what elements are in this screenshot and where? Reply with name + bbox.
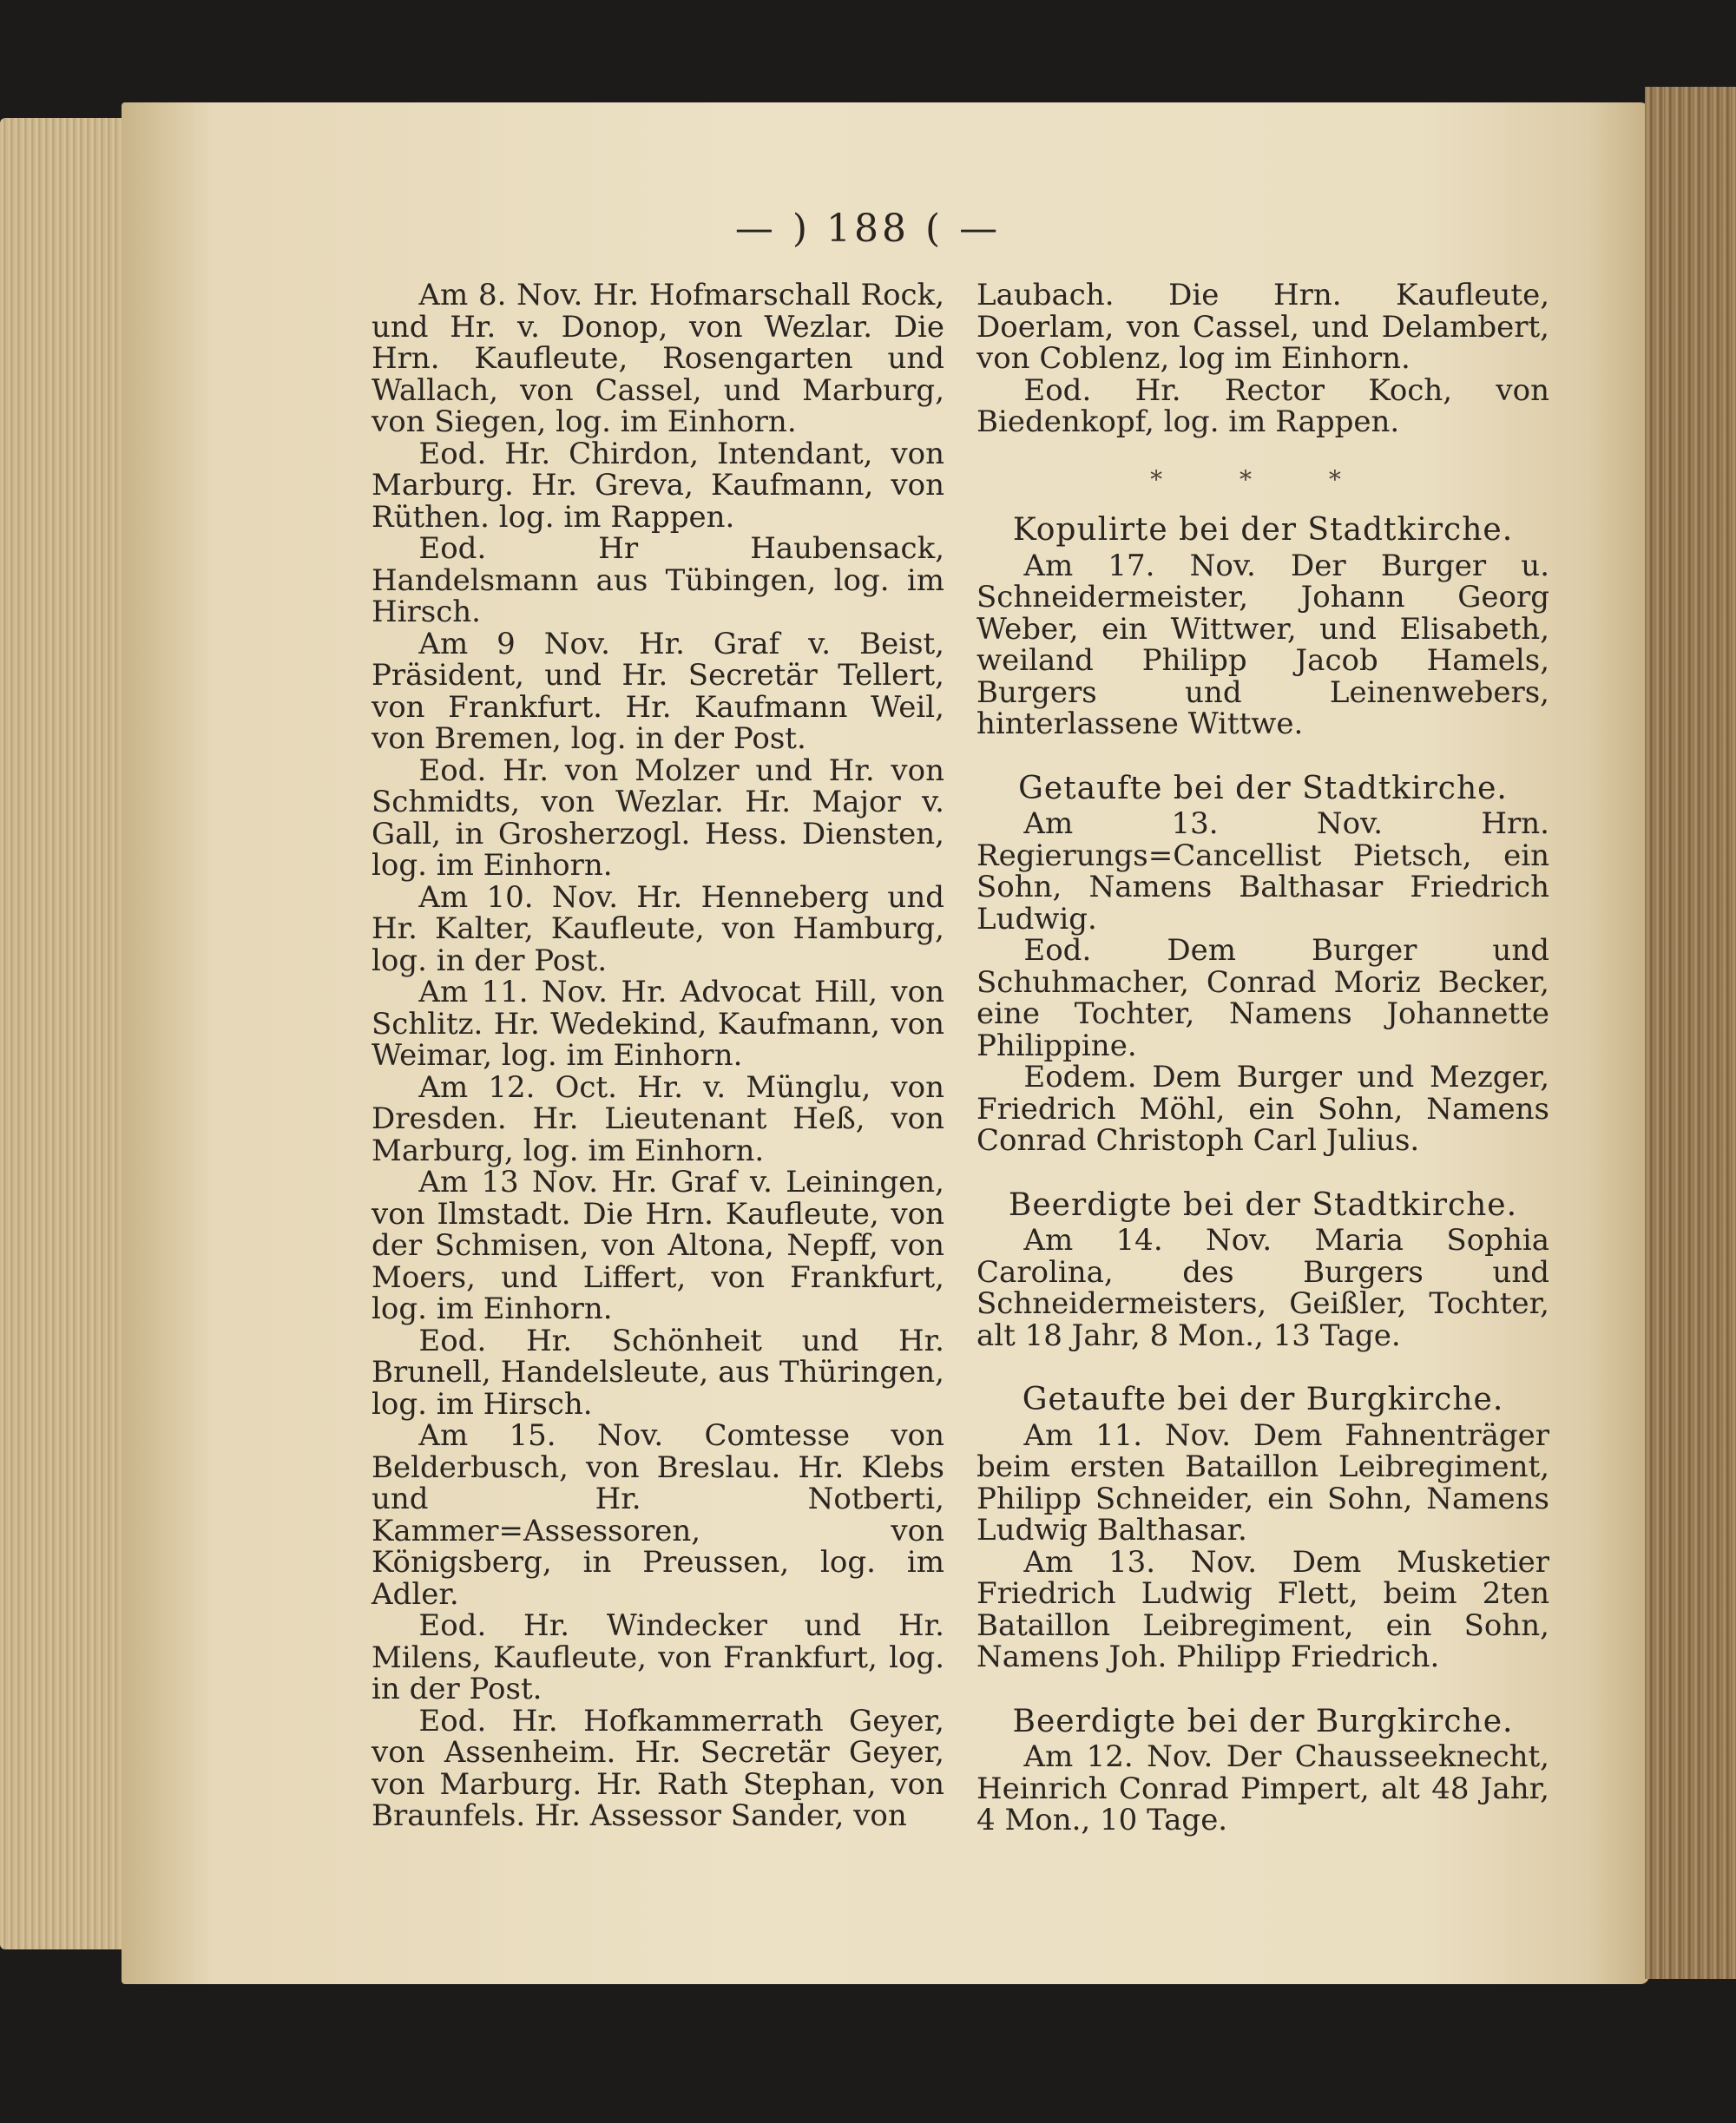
paragraph: Am 12. Oct. Hr. v. Münglu, von Dresden. Hr. Lieutenant Heß, von Marburg, log. im Einhorn. bbox=[372, 1069, 944, 1168]
entry: Am 14. Nov. Maria Sophia Carolina, des Burgers und Schneidermeisters, Geißler, Tochter, alt 18 Jahr, 8 Mon., 13 Tage. bbox=[976, 1223, 1549, 1353]
separator-stars: * * * bbox=[1150, 464, 1376, 494]
paragraph: Eod. Hr. von Molzer und Hr. von Schmidts, von Wezlar. Hr. Major v. Gall, in Grosherzogl. Hess. Diensten, log. im Einhorn. bbox=[372, 753, 944, 883]
entry: Am 13. Nov. Dem Musketier Friedrich Ludwig Flett, beim 2ten Bataillon Leibregiment, ein Sohn, Namens Joh. Philipp Friedrich. bbox=[976, 1544, 1549, 1674]
left-column bbox=[372, 279, 944, 1832]
page-header: — ) 188 ( — bbox=[734, 207, 1002, 251]
paragraph: Am 8. Nov. Hr. Hofmarschall Rock, und Hr. v. Donop, von Wezlar. Die Hrn. Kaufleute, Rosengarten und Wallach, von Cassel, und Marburg, von Siegen, log. im Einhorn. bbox=[372, 278, 944, 439]
paragraph: Am 11. Nov. Hr. Advocat Hill, von Schlitz. Hr. Wedekind, Kaufmann, von Weimar, log. im Einhorn. bbox=[372, 975, 944, 1073]
section-title: Beerdigte bei der Stadtkirche. bbox=[1008, 1186, 1518, 1223]
right-column bbox=[976, 279, 1549, 1837]
paragraph: Eod. Hr. Hofkammerrath Geyer, von Assenheim. Hr. Secretär Geyer, von Marburg. Hr. Rath Stephan, von Braunfels. Hr. Assessor Sander, von bbox=[372, 1703, 944, 1833]
section-title: Beerdigte bei der Burgkirche. bbox=[1012, 1703, 1514, 1739]
paragraph: Am 9 Nov. Hr. Graf v. Beist, Präsident, und Hr. Secretär Tellert, von Frankfurt. Hr. Kaufmann Weil, von Bremen, log. in der Post. bbox=[372, 626, 944, 756]
paragraph: Eod. Hr. Rector Koch, von Biedenkopf, log. im Rappen. bbox=[976, 372, 1549, 439]
entry: Am 17. Nov. Der Burger u. Schneidermeister, Johann Georg Weber, ein Wittwer, und Elisabeth, weiland Philipp Jacob Hamels, Burgers und Leinenwebers, hinterlassene Wittwe. bbox=[976, 548, 1549, 741]
paragraph: Eod. Hr Haubensack, Handelsmann aus Tübingen, log. im Hirsch. bbox=[372, 531, 944, 629]
entry: Eodem. Dem Burger und Mezger, Friedrich Möhl, ein Sohn, Namens Conrad Christoph Carl Julius. bbox=[976, 1060, 1549, 1158]
entry: Am 12. Nov. Der Chausseeknecht, Heinrich Conrad Pimpert, alt 48 Jahr, 4 Mon., 10 Tage. bbox=[976, 1739, 1549, 1837]
paragraph: Am 13 Nov. Hr. Graf v. Leiningen, von Ilmstadt. Die Hrn. Kaufleute, von der Schmisen, von Altona, Nepff, von Moers, und Liffert, von Frankfurt, log. im Einhorn. bbox=[372, 1165, 944, 1326]
paragraph: Am 10. Nov. Hr. Henneberg und Hr. Kalter, Kaufleute, von Hamburg, log. in der Post. bbox=[372, 879, 944, 978]
entry: Eod. Dem Burger und Schuhmacher, Conrad Moriz Becker, eine Tochter, Namens Johannette Philippine. bbox=[976, 933, 1549, 1063]
section-title: Kopulirte bei der Stadtkirche. bbox=[1012, 512, 1514, 548]
entry: Am 13. Nov. Hrn. Regierungs=Cancellist Pietsch, ein Sohn, Namens Balthasar Friedrich Ludwig. bbox=[976, 806, 1549, 937]
entry: Am 11. Nov. Dem Fahnenträger beim ersten Bataillon Leibregiment, Philipp Schneider, ein Sohn, Namens Ludwig Balthasar. bbox=[976, 1417, 1549, 1548]
paragraph: Eod. Hr. Schönheit und Hr. Brunell, Handelsleute, aus Thüringen, log. im Hirsch. bbox=[372, 1323, 944, 1422]
section-title: Getaufte bei der Stadtkirche. bbox=[1018, 770, 1508, 806]
book-block-edge bbox=[0, 118, 139, 1949]
paragraph: Eod. Hr. Windecker und Hr. Milens, Kaufleute, von Frankfurt, log. in der Post. bbox=[372, 1608, 944, 1706]
paragraph: Am 15. Nov. Comtesse von Belderbusch, von Breslau. Hr. Klebs und Hr. Notberti, Kammer=Assessoren, von Königsberg, in Preussen, log. im Adler. bbox=[372, 1418, 944, 1612]
page-edge-right bbox=[1645, 87, 1736, 1979]
paragraph-continuation: Laubach. Die Hrn. Kaufleute, Doerlam, von Cassel, und Delambert, von Coblenz, log im Einhorn. bbox=[976, 278, 1549, 376]
section-title: Getaufte bei der Burgkirche. bbox=[1022, 1382, 1504, 1417]
paragraph: Eod. Hr. Chirdon, Intendant, von Marburg. Hr. Greva, Kaufmann, von Rüthen. log. im Rappen. bbox=[372, 436, 944, 535]
